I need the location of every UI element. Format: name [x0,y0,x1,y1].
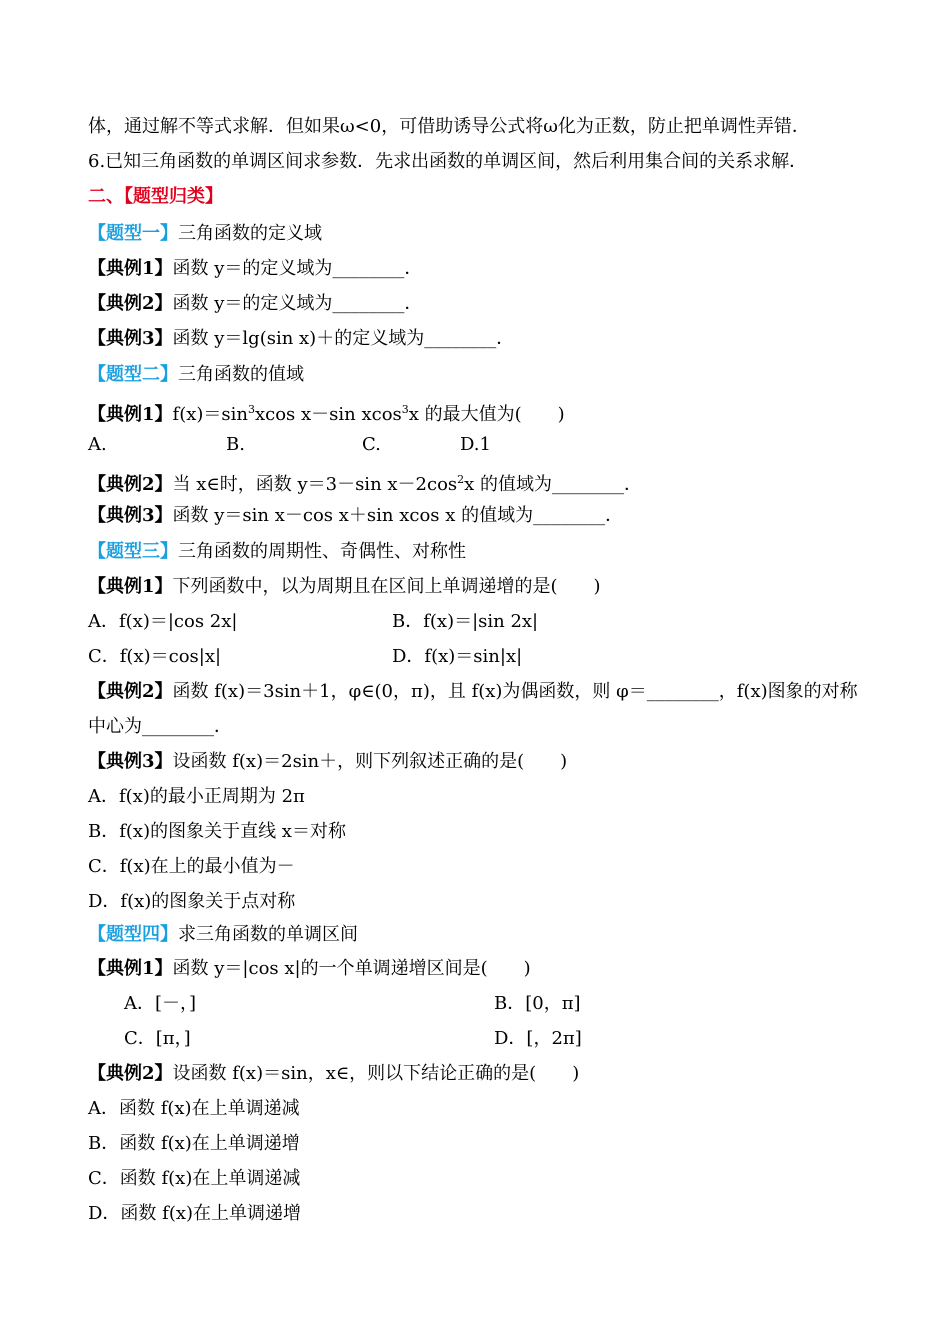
type3-ex1-option-d: D．f(x)＝sin|x| [392,646,523,667]
type4-ex2-option-a: A．函数 f(x)在上单调递减 [88,1098,300,1119]
type1-heading [88,221,322,247]
type2-title: 三角函数的值域 [178,364,304,385]
superscript: 2 [457,473,465,486]
example-label: 【典例1】 [88,576,173,597]
example-text: 设函数 f(x)＝2sin＋，则下列叙述正确的是( ) [172,751,568,772]
example-text: x 的最大值为( ) [408,404,565,425]
example-text: 设函数 f(x)＝sin，x∈，则以下结论正确的是( ) [172,1063,580,1084]
type3-example-1 [88,574,601,600]
type4-label: 【题型四】 [88,924,178,945]
example-label: 【典例2】 [88,293,173,314]
type3-ex3-option-b: B．f(x)的图象关于直线 x＝对称 [88,821,346,842]
example-text: 函数 y＝的定义域为________． [172,293,423,314]
type4-ex2-option-d: D．函数 f(x)在上单调递增 [88,1203,302,1224]
example-label: 【典例1】 [88,258,173,279]
example-label: 【典例2】 [88,1063,173,1084]
type2-example-1 [88,397,565,428]
example-label: 【典例3】 [88,751,173,772]
type3-example-3 [88,749,567,775]
type2-ex1-option-b: B. [226,434,245,455]
example-label: 【典例3】 [88,505,173,526]
type3-ex1-option-b: B．f(x)＝|sin 2x| [392,611,539,632]
example-label: 【典例2】 [88,474,173,495]
type4-heading [88,922,358,948]
example-label: 【典例3】 [88,328,173,349]
type3-example-2 [88,679,858,705]
superscript: 3 [401,403,409,416]
type3-label: 【题型三】 [88,541,178,562]
type1-example-1 [88,256,422,282]
type4-ex1-option-d: D．[，2π] [494,1028,582,1049]
example-text: xcos x－sin xcos [254,404,402,425]
type1-example-2 [88,291,422,317]
type1-label: 【题型一】 [88,223,178,244]
type2-ex1-option-c: C. [362,434,381,455]
example-text: 函数 y＝sin x－cos x＋sin xcos x 的值域为________． [172,505,624,526]
type2-ex1-option-a: A. [88,434,107,455]
type3-ex3-option-d: D．f(x)的图象关于点对称 [88,891,296,912]
type4-ex2-option-b: B．函数 f(x)在上单调递增 [88,1133,300,1154]
type4-example-2 [88,1061,579,1087]
type4-ex1-option-b: B．[0，π] [494,993,581,1014]
type3-heading [88,539,466,565]
example-label: 【典例2】 [88,681,173,702]
type4-ex1-option-c: C．[π，] [124,1028,191,1049]
type3-ex1-option-c: C．f(x)＝cos|x| [88,646,222,667]
superscript: 3 [247,403,255,416]
example-label: 【典例1】 [88,958,173,979]
type1-title: 三角函数的定义域 [178,223,322,244]
section-title: 二、【题型归类】 [88,186,223,207]
type2-heading [88,362,304,388]
type2-ex1-option-d: D.1 [460,434,491,455]
type3-title: 三角函数的周期性、奇偶性、对称性 [178,541,466,562]
type3-ex1-option-a: A．f(x)＝|cos 2x| [88,611,238,632]
type4-ex1-option-a: A．[－，] [124,993,197,1014]
example-text: f(x)＝sin [172,404,248,425]
type3-example-2-continued: 中心为________． [88,716,232,737]
example-text: 当 x∈时，函数 y＝3－sin x－2cos [172,474,458,495]
intro-line-2: 6.已知三角函数的单调区间求参数．先求出函数的单调区间，然后利用集合间的关系求解． [88,151,808,172]
type4-example-1 [88,956,531,982]
example-label: 【典例1】 [88,404,173,425]
type2-label: 【题型二】 [88,364,178,385]
example-text: 函数 y＝的定义域为________． [172,258,423,279]
type4-ex2-option-c: C．函数 f(x)在上单调递减 [88,1168,301,1189]
type3-ex3-option-a: A．f(x)的最小正周期为 2π [88,786,305,807]
type2-example-2 [88,467,642,498]
type4-title: 求三角函数的单调区间 [178,924,358,945]
example-text: 函数 y＝|cos x|的一个单调递增区间是( ) [172,958,531,979]
example-text: 函数 y＝lg(sin x)＋的定义域为________． [172,328,515,349]
example-text: x 的值域为________． [464,474,643,495]
example-text: 函数 f(x)＝3sin＋1，φ∈(0，π)，且 f(x)为偶函数，则 φ＝________，f(x)图象的对称 [172,681,858,702]
intro-line-1: 体，通过解不等式求解．但如果ω<0，可借助诱导公式将ω化为正数，防止把单调性弄错． [88,116,810,137]
type2-example-3 [88,503,623,529]
type1-example-3 [88,326,514,352]
type3-ex3-option-c: C．f(x)在上的最小值为－ [88,856,295,877]
example-text: 下列函数中，以为周期且在区间上单调递增的是( ) [172,576,601,597]
